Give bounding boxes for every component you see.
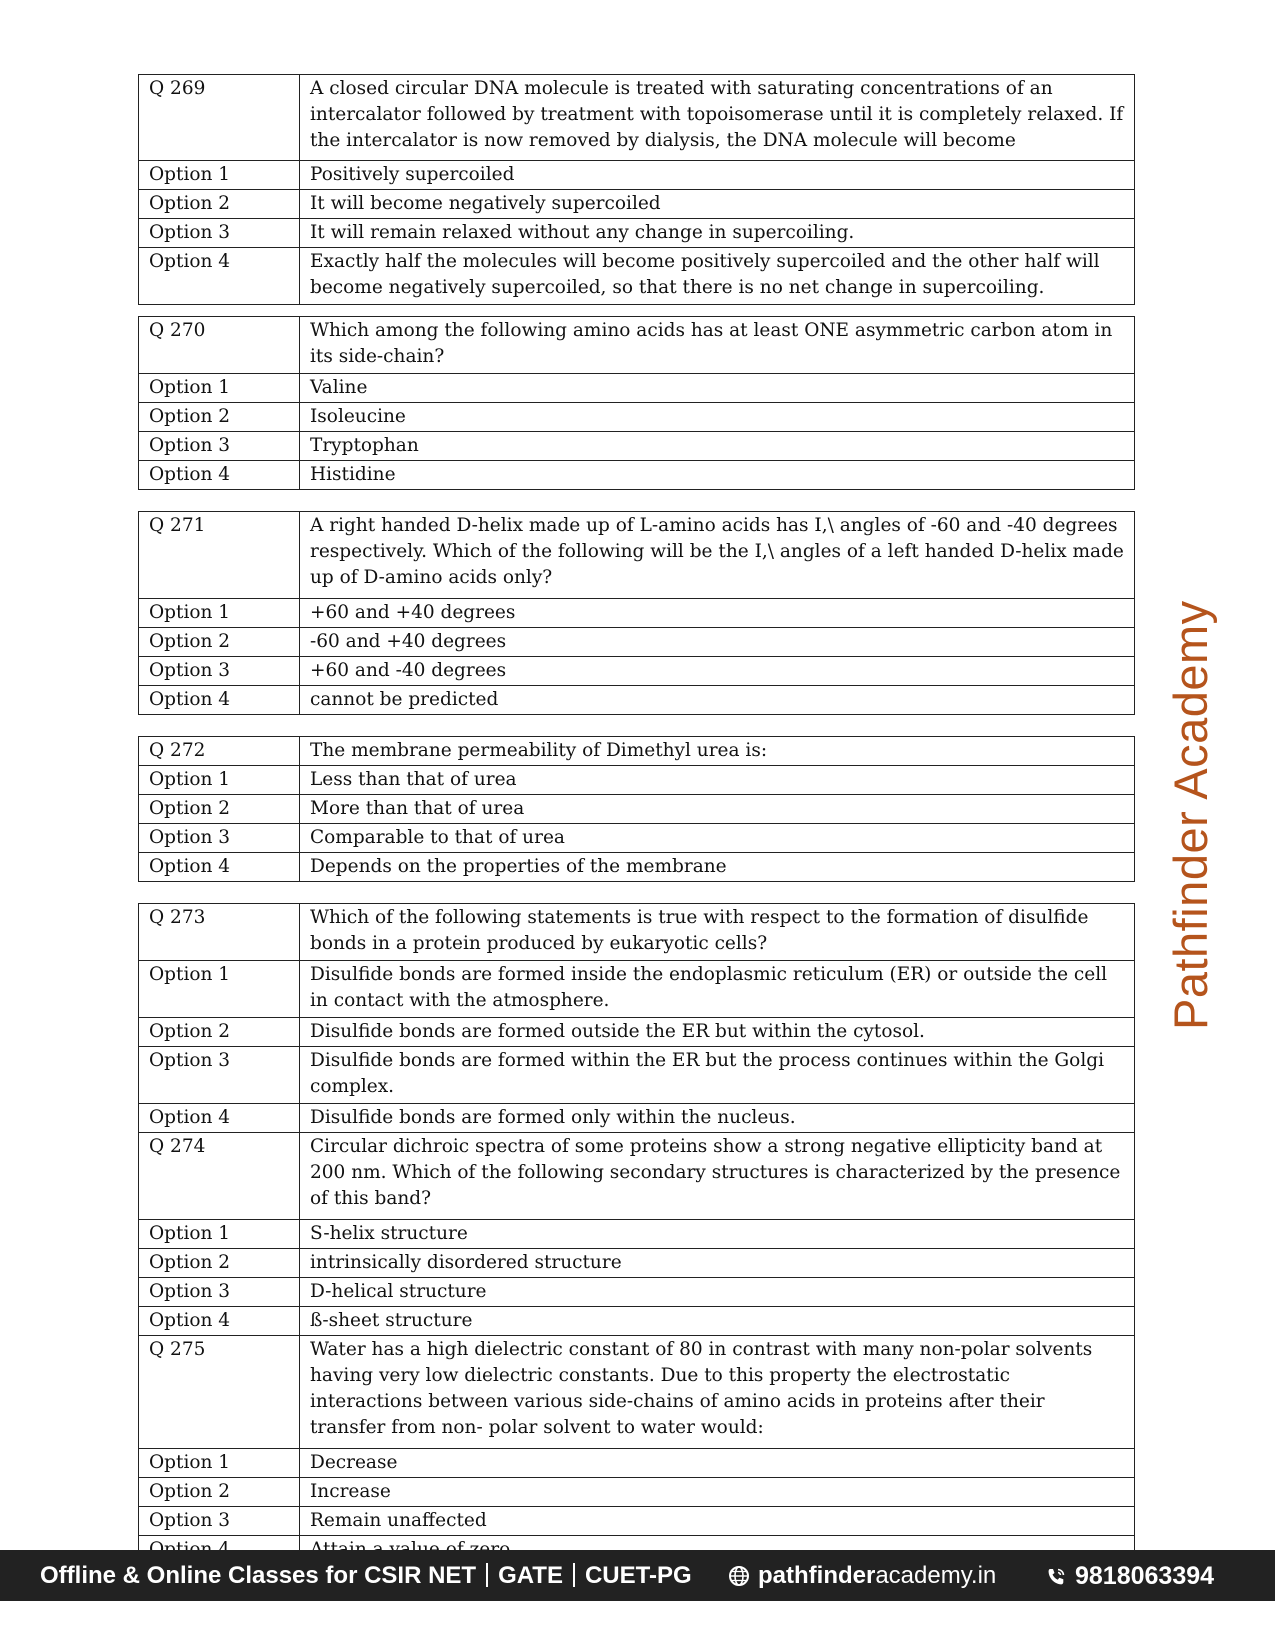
option-label: Option 4 bbox=[139, 1307, 300, 1336]
question-table-273-275 bbox=[138, 903, 1135, 1565]
option-label: Option 1 bbox=[139, 766, 300, 795]
footer-tagline-part: GATE bbox=[498, 1562, 563, 1589]
question-number: Q 269 bbox=[139, 75, 300, 161]
website-bold: pathfinder bbox=[758, 1562, 876, 1589]
question-table-272 bbox=[138, 736, 1135, 882]
website-rest: academy.in bbox=[875, 1562, 997, 1589]
option-label: Option 2 bbox=[139, 190, 300, 219]
option-row bbox=[139, 1307, 1135, 1336]
option-row bbox=[139, 1047, 1135, 1104]
option-row bbox=[139, 1104, 1135, 1133]
option-text: It will become negatively supercoiled bbox=[300, 190, 1135, 219]
option-row bbox=[139, 1478, 1135, 1507]
option-row bbox=[139, 599, 1135, 628]
question-number: Q 272 bbox=[139, 737, 300, 766]
option-row bbox=[139, 686, 1135, 715]
option-row bbox=[139, 795, 1135, 824]
option-label: Option 4 bbox=[139, 248, 300, 305]
option-label: Option 1 bbox=[139, 374, 300, 403]
option-text: -60 and +40 degrees bbox=[300, 628, 1135, 657]
question-row bbox=[139, 1133, 1135, 1220]
option-row bbox=[139, 657, 1135, 686]
option-row bbox=[139, 461, 1135, 490]
option-text: intrinsically disordered structure bbox=[300, 1249, 1135, 1278]
option-label: Option 2 bbox=[139, 403, 300, 432]
option-row bbox=[139, 219, 1135, 248]
option-text: Disulfide bonds are formed within the ER but the process continues within the Golgi complex. bbox=[300, 1047, 1135, 1104]
option-text: Isoleucine bbox=[300, 403, 1135, 432]
option-text: Decrease bbox=[300, 1449, 1135, 1478]
option-row bbox=[139, 403, 1135, 432]
option-label: Option 2 bbox=[139, 795, 300, 824]
question-text: Water has a high dielectric constant of 80 in contrast with many non-polar solvents having very low dielectric constants. Due to this property the electrostatic interactions between various side-chains of amino acids in proteins after their transfer from non- polar solvent to water would: bbox=[300, 1336, 1135, 1449]
option-row bbox=[139, 853, 1135, 882]
option-row bbox=[139, 248, 1135, 305]
footer-tagline bbox=[40, 1562, 692, 1590]
option-text: +60 and -40 degrees bbox=[300, 657, 1135, 686]
footer-tagline-part: Offline & Online Classes for CSIR NET bbox=[40, 1562, 477, 1589]
option-text: Tryptophan bbox=[300, 432, 1135, 461]
question-text: Which of the following statements is true with respect to the formation of disulfide bonds in a protein produced by eukaryotic cells? bbox=[300, 904, 1135, 961]
question-table-271 bbox=[138, 511, 1135, 715]
option-label: Option 3 bbox=[139, 1278, 300, 1307]
option-text: Histidine bbox=[300, 461, 1135, 490]
option-row bbox=[139, 1507, 1135, 1536]
question-number: Q 273 bbox=[139, 904, 300, 961]
option-row bbox=[139, 432, 1135, 461]
option-text: D-helical structure bbox=[300, 1278, 1135, 1307]
option-text: ß-sheet structure bbox=[300, 1307, 1135, 1336]
option-text: +60 and +40 degrees bbox=[300, 599, 1135, 628]
option-text: It will remain relaxed without any change in supercoiling. bbox=[300, 219, 1135, 248]
question-text: A closed circular DNA molecule is treated with saturating concentrations of an intercalator followed by treatment with topoisomerase until it is completely relaxed. If the intercalator is now removed by dialysis, the DNA molecule will become bbox=[300, 75, 1135, 161]
option-row bbox=[139, 1278, 1135, 1307]
option-label: Option 4 bbox=[139, 461, 300, 490]
option-row bbox=[139, 161, 1135, 190]
question-text: Which among the following amino acids has at least ONE asymmetric carbon atom in its side-chain? bbox=[300, 317, 1135, 374]
phone-number: 9818063394 bbox=[1075, 1562, 1215, 1590]
question-number: Q 275 bbox=[139, 1336, 300, 1449]
option-row bbox=[139, 1249, 1135, 1278]
option-row bbox=[139, 766, 1135, 795]
option-text: Less than that of urea bbox=[300, 766, 1135, 795]
question-row bbox=[139, 317, 1135, 374]
question-text: Circular dichroic spectra of some proteins show a strong negative ellipticity band at 200 nm. Which of the following secondary structures is characterized by the presence of this band? bbox=[300, 1133, 1135, 1220]
option-label: Option 1 bbox=[139, 961, 300, 1018]
phone-icon bbox=[1045, 1566, 1067, 1588]
option-label: Option 4 bbox=[139, 853, 300, 882]
question-row bbox=[139, 1336, 1135, 1449]
option-label: Option 2 bbox=[139, 1478, 300, 1507]
footer-tagline-part: CUET-PG bbox=[584, 1562, 692, 1589]
watermark: Pathfinder Academy bbox=[1164, 600, 1217, 1030]
option-label: Option 3 bbox=[139, 824, 300, 853]
question-table-270 bbox=[138, 316, 1135, 490]
option-label: Option 3 bbox=[139, 1047, 300, 1104]
option-row bbox=[139, 190, 1135, 219]
footer-website[interactable] bbox=[728, 1562, 996, 1590]
option-text: Comparable to that of urea bbox=[300, 824, 1135, 853]
option-row bbox=[139, 1449, 1135, 1478]
option-text: cannot be predicted bbox=[300, 686, 1135, 715]
footer-phone[interactable] bbox=[1045, 1562, 1214, 1591]
option-label: Option 1 bbox=[139, 599, 300, 628]
option-text: Positively supercoiled bbox=[300, 161, 1135, 190]
question-row bbox=[139, 75, 1135, 161]
option-text: Disulfide bonds are formed inside the endoplasmic reticulum (ER) or outside the cell in contact with the atmosphere. bbox=[300, 961, 1135, 1018]
option-label: Option 1 bbox=[139, 1449, 300, 1478]
question-text: The membrane permeability of Dimethyl urea is: bbox=[300, 737, 1135, 766]
option-text: Disulfide bonds are formed only within the nucleus. bbox=[300, 1104, 1135, 1133]
option-text: Remain unaffected bbox=[300, 1507, 1135, 1536]
option-label: Option 4 bbox=[139, 686, 300, 715]
question-row bbox=[139, 737, 1135, 766]
option-label: Option 1 bbox=[139, 161, 300, 190]
option-text: Exactly half the molecules will become positively supercoiled and the other half will become negatively supercoiled, so that there is no net change in supercoiling. bbox=[300, 248, 1135, 305]
option-label: Option 2 bbox=[139, 628, 300, 657]
option-row bbox=[139, 1018, 1135, 1047]
option-text: Depends on the properties of the membrane bbox=[300, 853, 1135, 882]
option-label: Option 2 bbox=[139, 1018, 300, 1047]
divider bbox=[573, 1563, 575, 1587]
divider bbox=[486, 1563, 488, 1587]
option-label: Option 1 bbox=[139, 1220, 300, 1249]
option-row bbox=[139, 824, 1135, 853]
option-text: Valine bbox=[300, 374, 1135, 403]
question-row bbox=[139, 512, 1135, 599]
option-text: More than that of urea bbox=[300, 795, 1135, 824]
question-number: Q 271 bbox=[139, 512, 300, 599]
option-label: Option 2 bbox=[139, 1249, 300, 1278]
option-label: Option 3 bbox=[139, 219, 300, 248]
option-label: Option 3 bbox=[139, 1507, 300, 1536]
option-label: Option 3 bbox=[139, 657, 300, 686]
option-label: Option 3 bbox=[139, 432, 300, 461]
question-text: A right handed D-helix made up of L-amino acids has I,\ angles of -60 and -40 degrees respectively. Which of the following will be the I,\ angles of a left handed D-helix made up of D-amino acids only? bbox=[300, 512, 1135, 599]
option-text: Disulfide bonds are formed outside the ER but within the cytosol. bbox=[300, 1018, 1135, 1047]
globe-icon bbox=[728, 1565, 750, 1587]
option-row bbox=[139, 961, 1135, 1018]
option-row bbox=[139, 374, 1135, 403]
question-number: Q 274 bbox=[139, 1133, 300, 1220]
question-table-269 bbox=[138, 74, 1135, 305]
option-row bbox=[139, 628, 1135, 657]
option-label: Option 4 bbox=[139, 1104, 300, 1133]
question-row bbox=[139, 904, 1135, 961]
option-text: S-helix structure bbox=[300, 1220, 1135, 1249]
footer-banner bbox=[0, 1550, 1275, 1601]
option-row bbox=[139, 1220, 1135, 1249]
option-text: Increase bbox=[300, 1478, 1135, 1507]
question-number: Q 270 bbox=[139, 317, 300, 374]
